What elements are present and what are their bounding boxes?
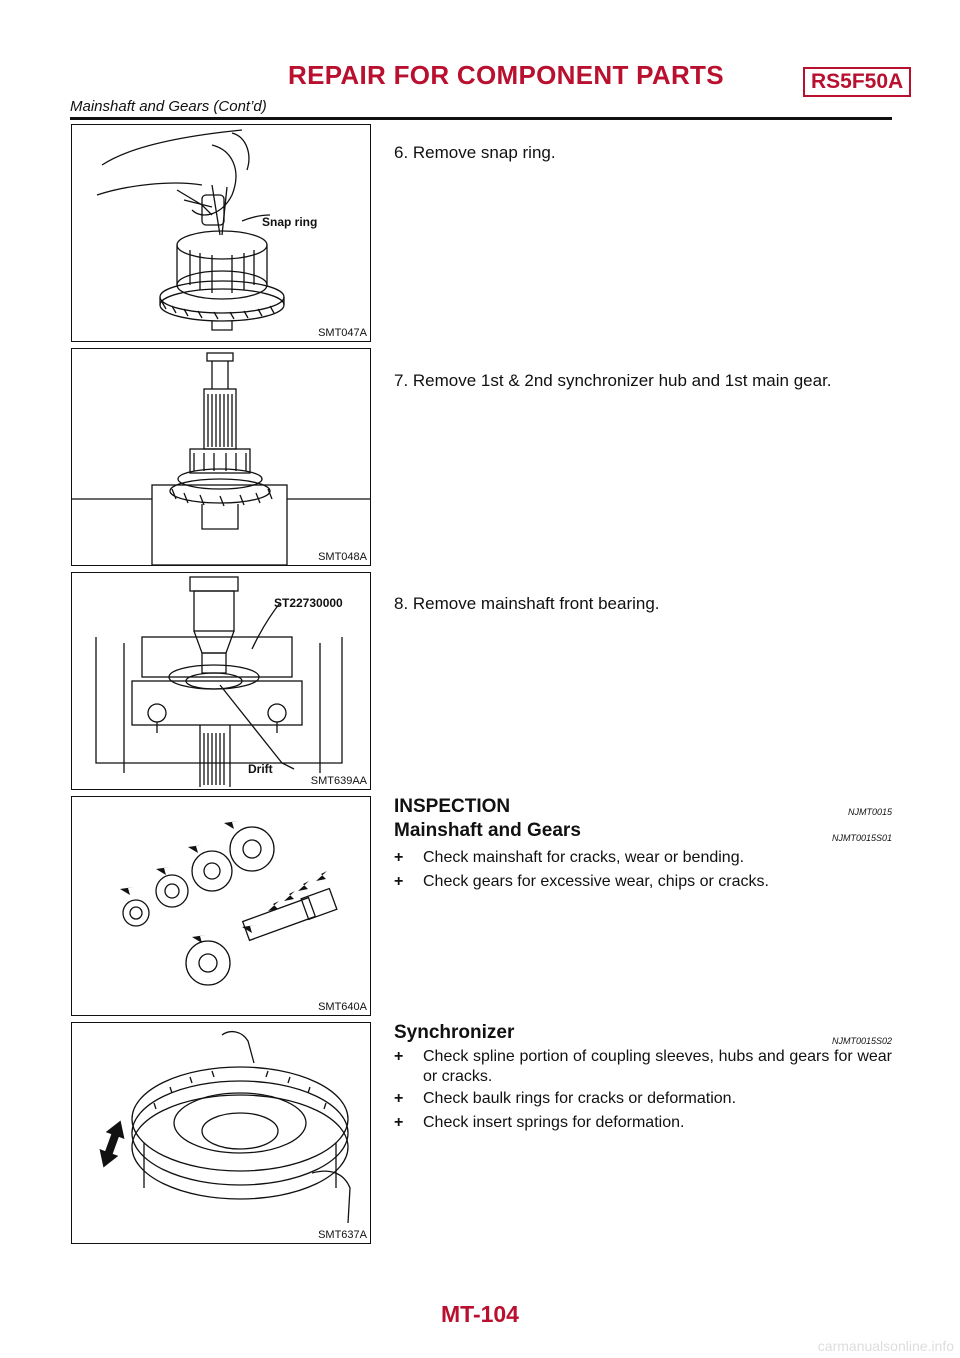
bullet-text: Check insert springs for deformation. <box>423 1114 685 1131</box>
figure-front-bearing <box>71 572 371 790</box>
gears-exploded-illustration <box>72 797 370 1015</box>
figure-id: SMT637A <box>318 1229 367 1241</box>
list-item <box>394 1047 892 1087</box>
synchronizer-code: NJMT0015S02 <box>831 1036 892 1046</box>
list-item <box>394 848 892 868</box>
section-subtitle: Mainshaft and Gears (Cont’d) <box>70 98 267 115</box>
bullet-mark: + <box>394 1090 404 1107</box>
bullet-text: Check baulk rings for cracks or deformation. <box>423 1090 737 1107</box>
page-number: MT-104 <box>441 1301 519 1327</box>
bullet-mark: + <box>394 1114 404 1131</box>
mainshaft-gears-heading: Mainshaft and Gears <box>394 820 581 841</box>
callout-snap-ring: Snap ring <box>262 215 318 229</box>
hub-removal-illustration <box>72 349 370 565</box>
list-item <box>394 872 892 892</box>
bullet-mark: + <box>394 1048 404 1065</box>
figure-id: SMT639AA <box>310 775 367 787</box>
figure-id: SMT048A <box>318 551 367 563</box>
callout-special-tool: ST22730000 <box>274 596 343 610</box>
bullet-text: Check mainshaft for cracks, wear or bending. <box>423 849 745 866</box>
figure-snap-ring <box>71 124 371 342</box>
figure-synchronizer-inspection <box>71 1022 371 1244</box>
synchronizer-heading: Synchronizer <box>394 1022 515 1043</box>
snap-ring-illustration <box>72 125 370 341</box>
figure-id: SMT047A <box>318 327 367 339</box>
inspection-heading: INSPECTION <box>394 796 511 817</box>
bearing-removal-illustration <box>72 573 370 789</box>
page-title: REPAIR FOR COMPONENT PARTS <box>288 60 724 90</box>
synchronizer-illustration <box>72 1023 370 1243</box>
model-badge: RS5F50A <box>803 67 911 97</box>
bullet-text: Check gears for excessive wear, chips or cracks. <box>423 873 769 890</box>
figure-id: SMT640A <box>318 1001 367 1013</box>
header-divider <box>70 117 892 120</box>
figure-gears-inspection <box>71 796 371 1016</box>
bullet-mark: + <box>394 873 404 890</box>
step-8: 8. Remove mainshaft front bearing. <box>394 594 660 613</box>
bullet-mark: + <box>394 849 404 866</box>
list-item <box>394 1089 892 1109</box>
inspection-code: NJMT0015 <box>847 807 892 817</box>
bullet-text: Check spline portion of coupling sleeves, hubs and gears for wear or cracks. <box>423 1048 892 1085</box>
footer-watermark: carmanualsonline.info <box>817 1338 954 1354</box>
mainshaft-gears-code: NJMT0015S01 <box>831 833 892 843</box>
step-7: 7. Remove 1st & 2nd synchronizer hub and 1st main gear. <box>394 371 832 390</box>
list-item <box>394 1113 892 1133</box>
step-6: 6. Remove snap ring. <box>394 143 556 162</box>
callout-drift: Drift <box>248 762 273 776</box>
figure-synchronizer-hub <box>71 348 371 566</box>
